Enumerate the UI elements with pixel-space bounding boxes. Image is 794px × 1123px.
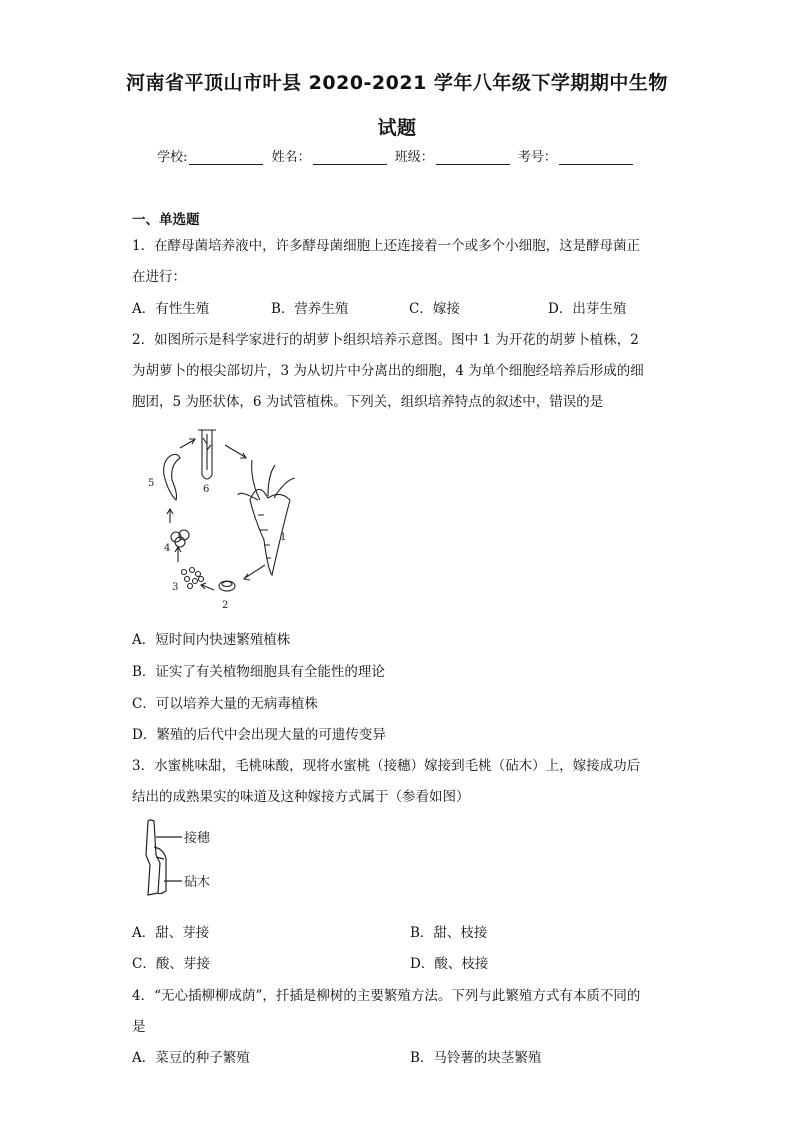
q2-option-b[interactable]: B．证实了有关植物细胞具有全能性的理论 — [132, 664, 385, 680]
q4-stem-line2: 是 — [132, 1019, 146, 1035]
rootstock-label: 砧木 — [184, 875, 211, 890]
q1-option-c[interactable]: C．嫁接 — [409, 301, 460, 317]
q2-option-a[interactable]: A．短时间内快速繁殖植株 — [132, 632, 291, 648]
q1-option-b[interactable]: B．营养生殖 — [271, 301, 349, 317]
q2-stem-line3: 胞团，5 为胚状体，6 为试管植株。下列关，组织培养特点的叙述中，错误的是 — [132, 394, 604, 410]
exam-title-line2: 试题 — [377, 117, 417, 139]
q3-option-d[interactable]: D．酸、枝接 — [410, 956, 489, 972]
q1-option-a[interactable]: A．有性生殖 — [132, 301, 210, 317]
q3-option-a[interactable]: A．甜、芽接 — [132, 925, 210, 941]
q2-option-c[interactable]: C．可以培养大量的无病毒植株 — [132, 696, 318, 712]
school-blank[interactable] — [189, 150, 263, 165]
q2-stem-line2: 为胡萝卜的根尖部切片，3 为从切片中分离出的细胞，4 为单个细胞经培养后形成的细 — [132, 363, 644, 379]
figure-label-6: 6 — [203, 484, 210, 495]
q3-option-c[interactable]: C．酸、芽接 — [132, 956, 210, 972]
section-heading: 一、单选题 — [132, 212, 200, 228]
q4-option-a[interactable]: A．菜豆的种子繁殖 — [132, 1050, 250, 1066]
figure-label-4: 4 — [164, 543, 171, 554]
q1-stem-line2: 在进行： — [132, 269, 186, 285]
class-label: 班级： — [394, 150, 434, 165]
figure-label-1: 1 — [280, 532, 287, 543]
grafting-figure — [130, 815, 250, 900]
q4-stem-line1: 4．“无心插柳柳成荫”，扦插是柳树的主要繁殖方法。下列与此繁殖方式有本质不同的 — [132, 988, 641, 1004]
school-label: 学校: — [157, 150, 188, 165]
name-label: 姓名： — [271, 150, 311, 165]
number-blank[interactable] — [559, 150, 633, 165]
q2-option-d[interactable]: D．繁殖的后代中会出现大量的可遗传变异 — [132, 727, 386, 743]
student-info-line — [0, 146, 794, 165]
scion-label: 接穗 — [184, 831, 211, 846]
q3-stem-line1: 3．水蜜桃味甜，毛桃味酸，现将水蜜桃（接穗）嫁接到毛桃（砧木）上，嫁接成功后 — [132, 758, 641, 774]
name-blank[interactable] — [313, 150, 387, 165]
q1-stem-line1: 1．在酵母菌培养液中，许多酵母菌细胞上还连接着一个或多个小细胞，这是酵母菌正 — [132, 238, 641, 254]
exam-title-line1: 河南省平顶山市叶县 2020-2021 学年八年级下学期期中生物 — [126, 72, 668, 94]
q1-option-d[interactable]: D．出芽生殖 — [548, 301, 627, 317]
number-label: 考号： — [517, 150, 557, 165]
carrot-tissue-culture-figure — [140, 420, 310, 615]
figure-label-3: 3 — [172, 582, 179, 593]
class-blank[interactable] — [436, 150, 510, 165]
q2-stem-line1: 2．如图所示是科学家进行的胡萝卜组织培养示意图。图中 1 为开花的胡萝卜植株，2 — [132, 332, 639, 348]
figure-label-2: 2 — [222, 600, 229, 611]
q3-option-b[interactable]: B．甜、枝接 — [410, 925, 488, 941]
q3-stem-line2: 结出的成熟果实的味道及这种嫁接方式属于（参看如图） — [132, 789, 470, 805]
figure-label-5: 5 — [148, 478, 155, 489]
q4-option-b[interactable]: B．马铃薯的块茎繁殖 — [410, 1050, 542, 1066]
